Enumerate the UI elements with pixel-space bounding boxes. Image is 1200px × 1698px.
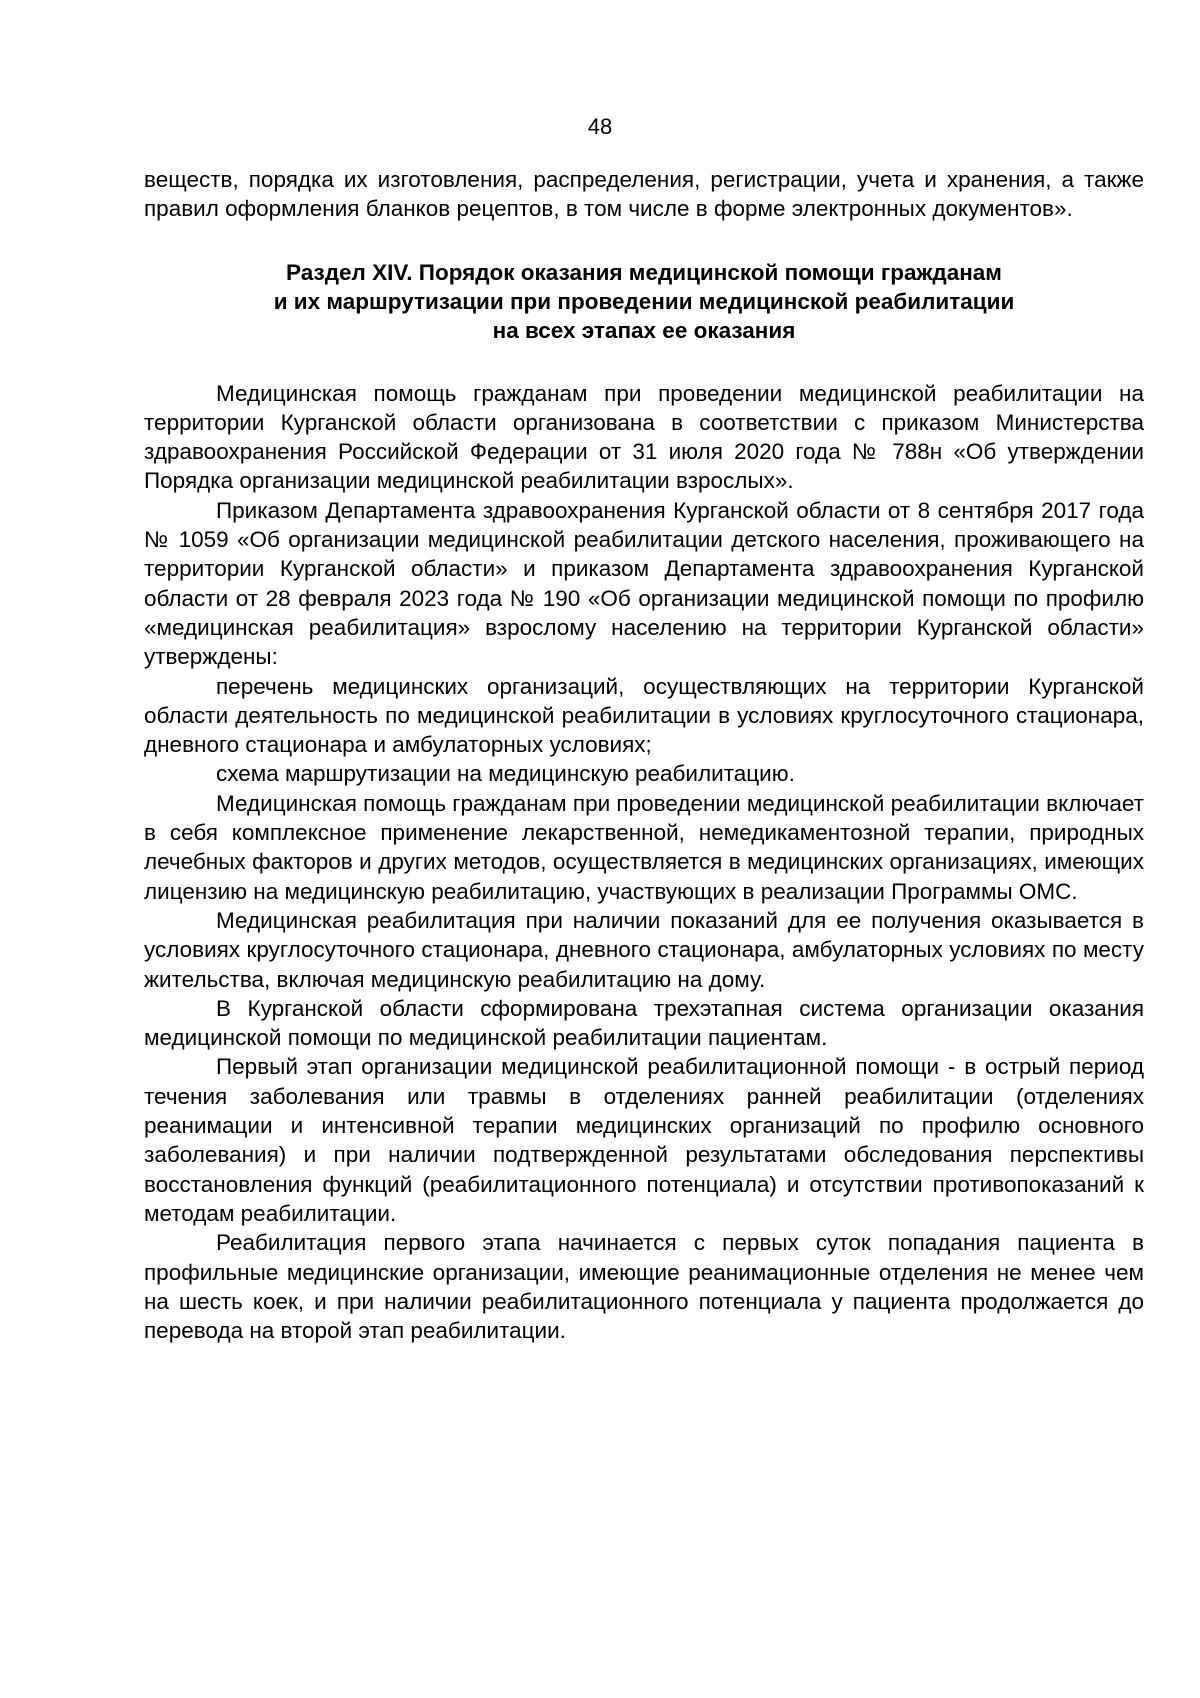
paragraph-organization-list: перечень медицинских организаций, осуществляющих на территории Курганской области деятельность по медицинской реабилитации в условиях круглосуточного стационара, дневного стационара и амбулаторных условиях;	[144, 673, 1144, 758]
section-heading-line-3: на всех этапах ее оказания	[492, 317, 796, 343]
paragraph-three-stage-system: В Курганской области сформирована трехэтапная система организации оказания медицинской помощи по медицинской реабилитации пациентам.	[144, 995, 1144, 1051]
paragraph-first-stage-start: Реабилитация первого этапа начинается с первых суток попадания пациента в профильные медицинские организации, имеющие реанимационные отделения не менее чем на шесть коек, и при наличии реабилитационного потенциала у пациента продолжается до перевода на второй этап реабилитации.	[144, 1230, 1144, 1344]
paragraph-rehabilitation-conditions: Медицинская реабилитация при наличии показаний для ее получения оказывается в условиях круглосуточного стационара, дневного стационара, амбулаторных условиях по месту жительства, включая медицинскую реабилитацию на дому.	[144, 907, 1144, 992]
section-heading-line-1: Раздел XIV. Порядок оказания медицинской помощи гражданам	[286, 259, 1002, 285]
section-heading-line-2: и их маршрутизации при проведении медицинской реабилитации	[273, 288, 1015, 314]
continuation-paragraph: веществ, порядка их изготовления, распределения, регистрации, учета и хранения, а также правил оформления бланков рецептов, в том числе в форме электронных документов».	[144, 167, 1144, 222]
paragraph-department-orders: Приказом Департамента здравоохранения Курганской области от 8 сентября 2017 года № 1059 «Об организации медицинской реабилитации детского населения, проживающего на территории Курганской области» и приказом Департамента здравоохранения Курганской области от 28 февраля 2023 года № 190 «Об организации медицинской помощи по профилю «медицинская реабилитация» взрослому населению на территории Курганской области» утверждены:	[144, 497, 1144, 670]
paragraph-rehabilitation-scope: Медицинская помощь гражданам при проведении медицинской реабилитации включает в себя комплексное применение лекарственной, немедикаментозной терапии, природных лечебных факторов и других методов, осуществляется в медицинских организациях, имеющих лицензию на медицинскую реабилитацию, участвующих в реализации Программы ОМС.	[144, 790, 1144, 904]
paragraph-routing-scheme: схема маршрутизации на медицинскую реабилитацию.	[216, 761, 795, 787]
page-number: 48	[587, 114, 613, 139]
document-body	[144, 165, 1144, 1345]
paragraph-first-stage: Первый этап организации медицинской реабилитационной помощи - в острый период течения заболевания или травмы в отделениях ранней реабилитации (отделениях реанимации и интенсивной терапии медицинских организаций по профилю основного заболевания) и при наличии подтвержденной результатами обследования перспективы восстановления функций (реабилитационного потенциала) и отсутствии противопоказаний к методам реабилитации.	[144, 1054, 1144, 1226]
paragraph-legal-basis: Медицинская помощь гражданам при проведении медицинской реабилитации на территории Курганской области организована в соответствии с приказом Министерства здравоохранения Российской Федерации от 31 июля 2020 года № 788н «Об утверждении Порядка организации медицинской реабилитации взрослых».	[144, 380, 1144, 494]
section-heading	[144, 258, 1144, 345]
